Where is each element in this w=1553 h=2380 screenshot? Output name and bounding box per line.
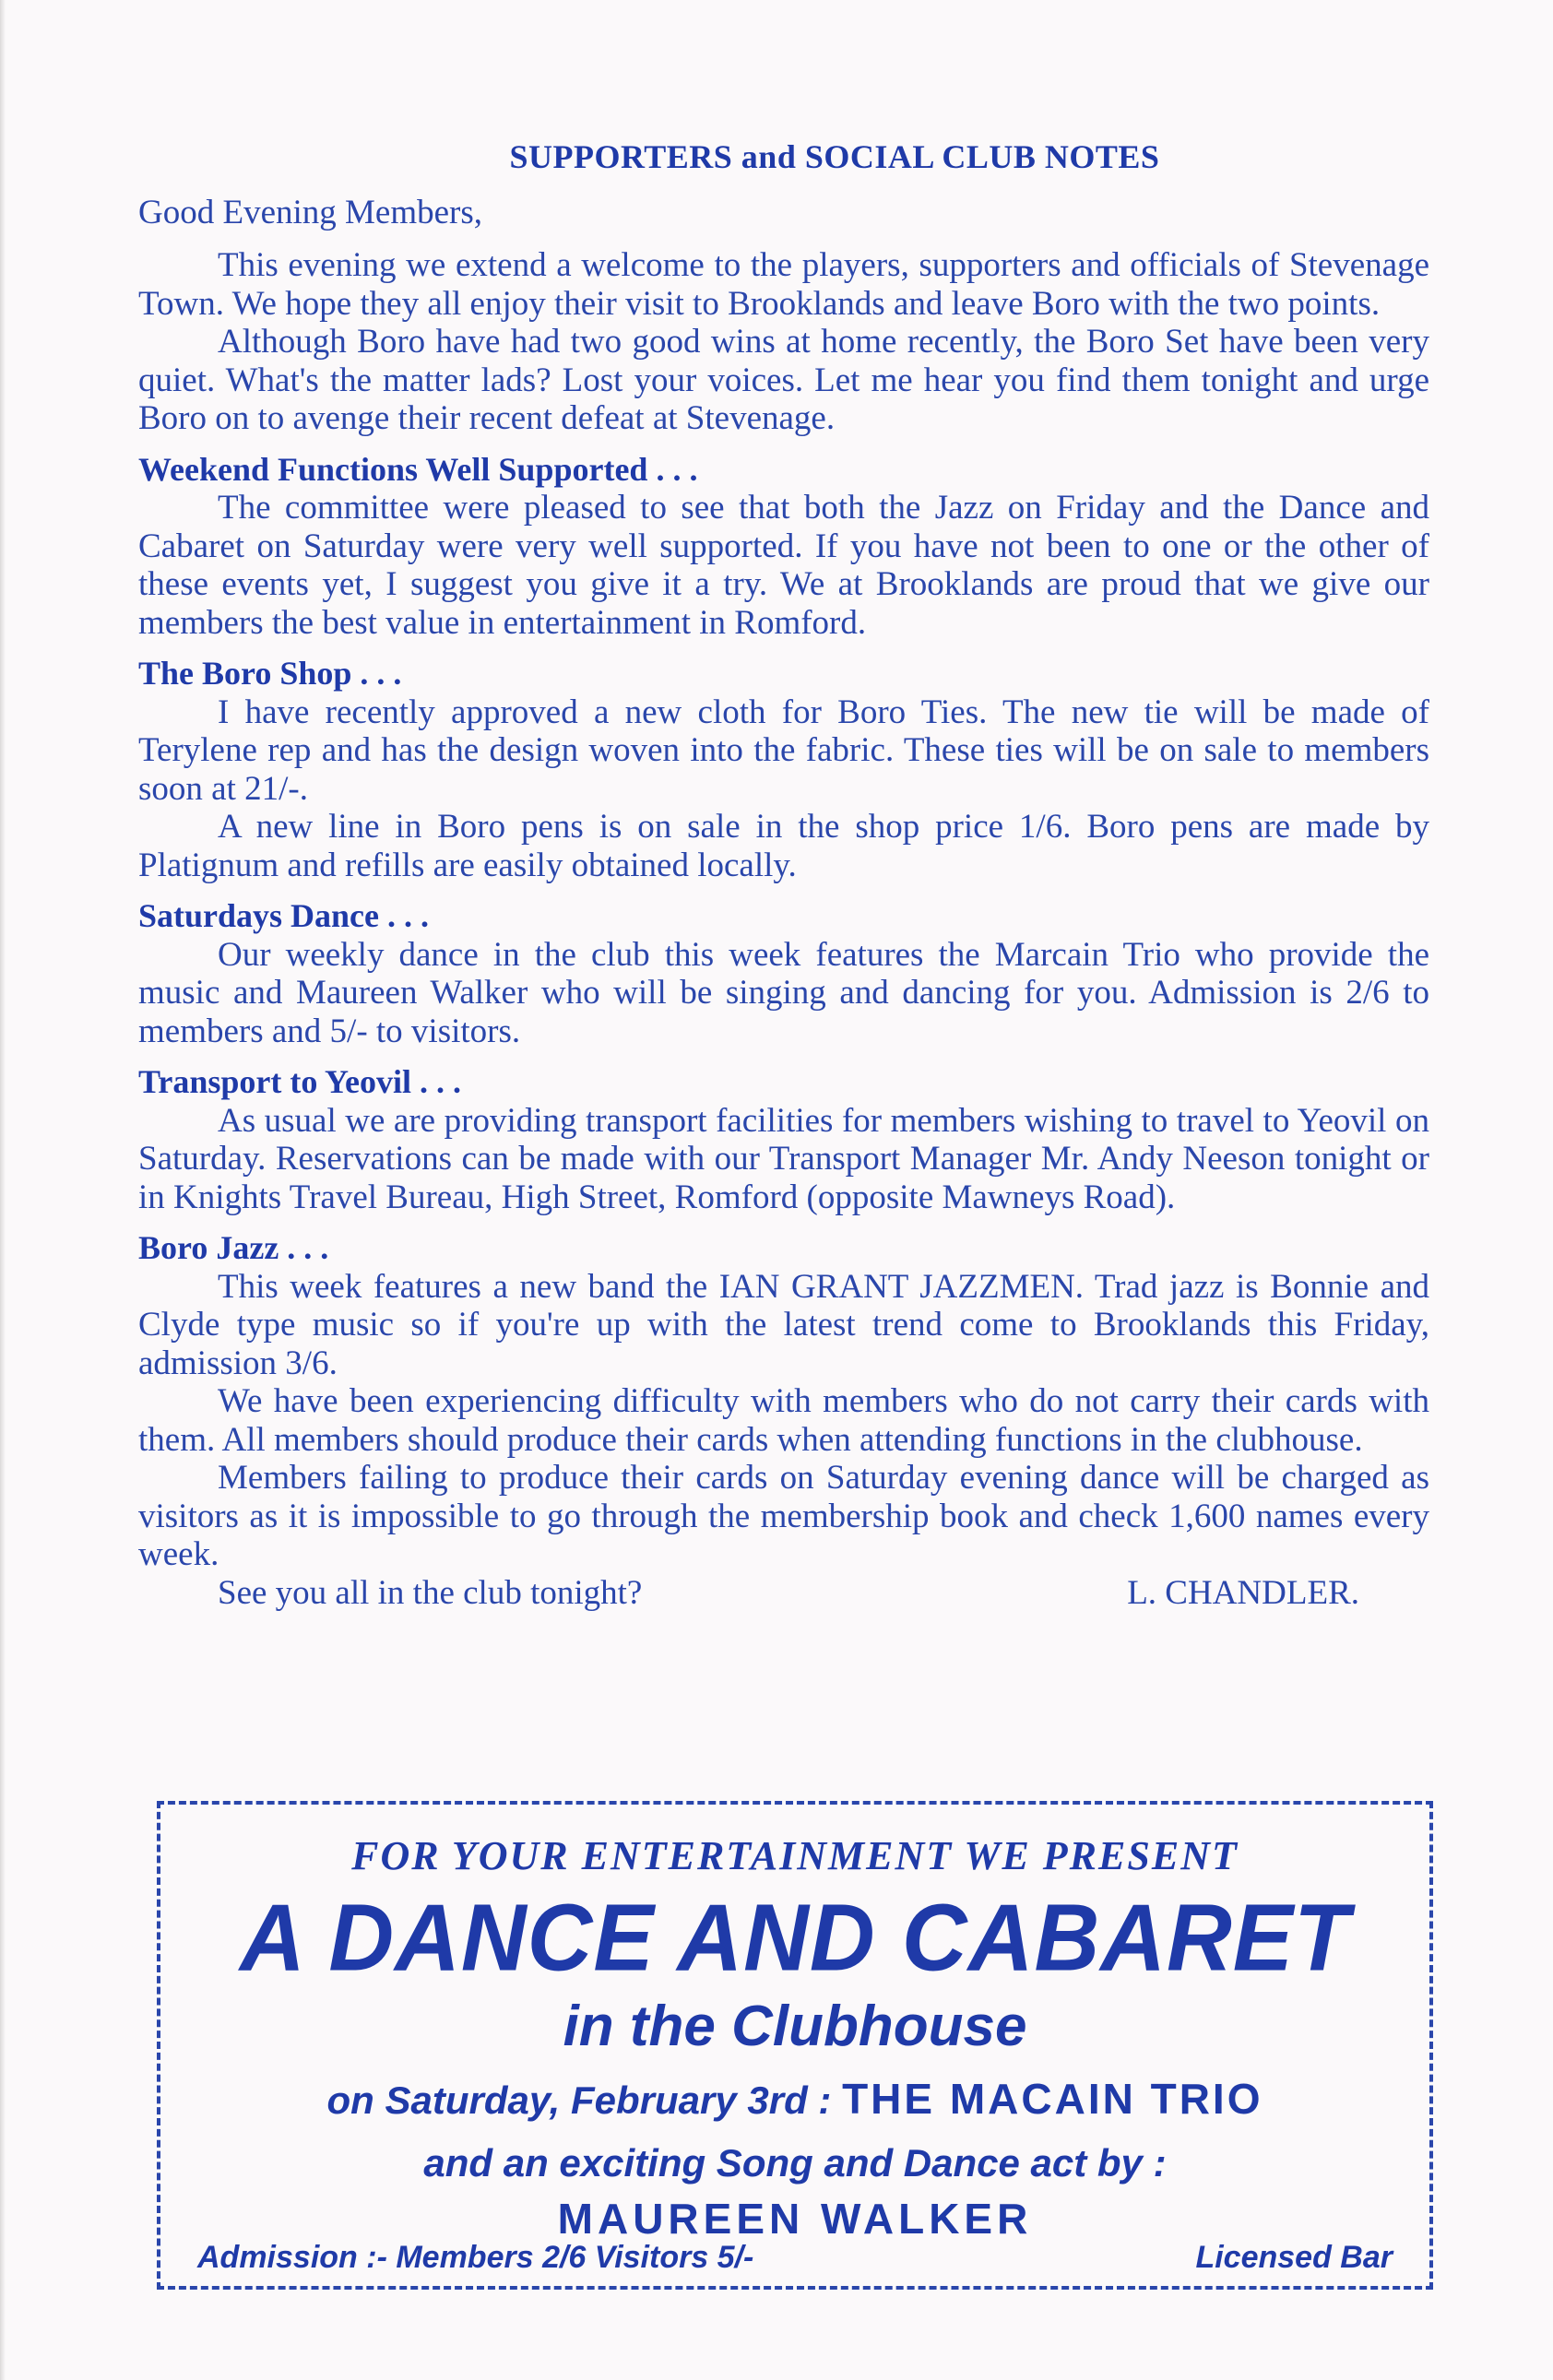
sign-off [138, 1574, 1429, 1613]
closing-line: See you all in the club tonight? [218, 1573, 643, 1612]
club-notes [138, 138, 1429, 1612]
jazz-paragraph-3: Members failing to produce their cards on Saturday evening dance will be charged as visitors as it is impossible to go through the membership book and check 1,600 names every week. [138, 1459, 1429, 1573]
section-heading-functions: Weekend Functions Well Supported . . . [138, 450, 698, 488]
functions-paragraph: The committee were pleased to see that both the Jazz on Friday and the Dance and Cabaret on Saturday were very well supported. If you have not been to one or the other of these events yet, I suggest you give it a try. We at Brooklands are proud that we give our members the best value in entertainment in Romford. [138, 489, 1429, 642]
advert-performer: MAUREEN WALKER [557, 2195, 1033, 2243]
jazz-paragraph-1: This week features a new band the IAN GRANT JAZZMEN. Trad jazz is Bonnie and Clyde type music so if you're up with the latest trend come to Brooklands this Friday, admission 3/6. [138, 1267, 1429, 1382]
signature: L. CHANDLER. [1127, 1573, 1359, 1612]
advert-admission: Admission :- Members 2/6 Visitors 5/- [197, 2240, 754, 2275]
section-heading-transport: Transport to Yeovil . . . [138, 1063, 461, 1100]
jazz-paragraph-2: We have been experiencing difficulty with members who do not carry their cards with them. All members should produce their cards when attending functions in the clubhouse. [138, 1382, 1429, 1459]
intro-paragraph-2: Although Boro have had two good wins at home recently, the Boro Set have been very quiet. What's the matter lads? Lost your voices. Let me hear you find them tonight and urge Boro on to avenge their recent defeat at Stevenage. [138, 323, 1429, 437]
section-heading-shop: The Boro Shop . . . [138, 655, 402, 692]
greeting: Good Evening Members, [138, 193, 483, 231]
shop-paragraph-1: I have recently approved a new cloth for Boro Ties. The new tie will be made of Terylene rep and has the design woven into the fabric. These ties will be on sale to members soon at 21/-. [138, 693, 1429, 808]
advert-date-line [160, 2074, 1429, 2124]
dance-paragraph: Our weekly dance in the club this week features the Marcain Trio who provide the music and Maureen Walker who will be singing and dancing for you. Admission is 2/6 to members and 5/- to visitors. [138, 935, 1429, 1050]
advert-band: THE MACAIN TRIO [842, 2075, 1263, 2123]
transport-paragraph: As usual we are providing transport facilities for members wishing to travel to Yeovil on Saturday. Reservations can be made with our Transport Manager Mr. Andy Neeson tonight or in Knights Travel Bureau, High Street, Romford (opposite Mawneys Road). [138, 1101, 1429, 1216]
shop-paragraph-2: A new line in Boro pens is on sale in the shop price 1/6. Boro pens are made by Platignum and refills are easily obtained locally. [138, 808, 1429, 884]
advert-licensed-bar: Licensed Bar [1195, 2240, 1393, 2275]
advert-headline: A DANCE AND CABARET [239, 1884, 1351, 1991]
advert-intro: FOR YOUR ENTERTAINMENT WE PRESENT [351, 1833, 1239, 1878]
intro-paragraph-1: This evening we extend a welcome to the players, supporters and officials of Stevenage Town. We hope they all enjoy their visit to Brooklands and leave Boro with the two points. [138, 246, 1429, 323]
cabaret-advert [157, 1801, 1433, 2290]
advert-date: on Saturday, February 3rd : [326, 2078, 832, 2122]
section-heading-jazz: Boro Jazz . . . [138, 1229, 329, 1266]
advert-footer [197, 2240, 1393, 2276]
advert-venue: in the Clubhouse [563, 1995, 1027, 2058]
section-heading-dance: Saturdays Dance . . . [138, 897, 430, 934]
advert-act-intro: and an exciting Song and Dance act by : [423, 2141, 1167, 2185]
notes-title: SUPPORTERS and SOCIAL CLUB NOTES [509, 138, 1160, 175]
